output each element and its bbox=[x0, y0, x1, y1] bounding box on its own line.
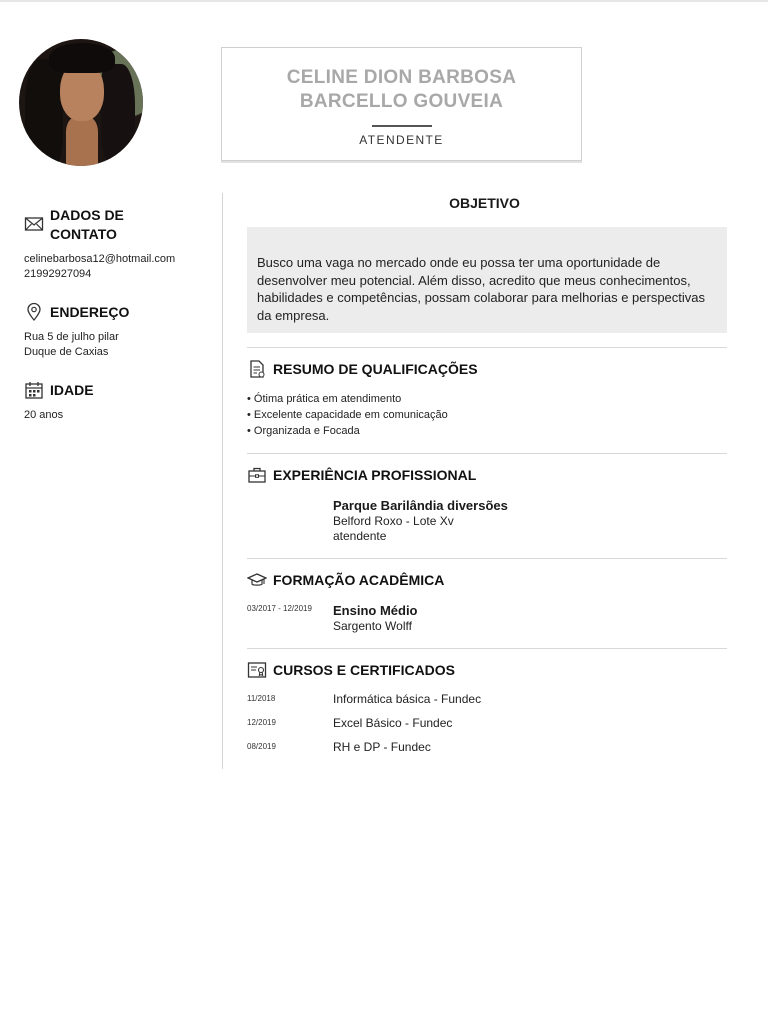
sidebar bbox=[24, 206, 214, 423]
job-role: ATENDENTE bbox=[359, 133, 444, 147]
courses-list bbox=[247, 692, 727, 754]
envelope-icon bbox=[24, 214, 44, 234]
name-divider bbox=[372, 125, 432, 127]
list-item: • Organizada e Focada bbox=[247, 423, 727, 439]
graduation-cap-icon bbox=[247, 570, 267, 590]
list-item: 08/2019 RH e DP - Fundec bbox=[247, 740, 431, 754]
email: celinebarbosa12@hotmail.com bbox=[24, 253, 176, 265]
section-divider bbox=[247, 558, 727, 559]
education-level: Ensino Médio bbox=[333, 603, 418, 618]
age-section bbox=[24, 380, 214, 423]
certificate-icon bbox=[247, 660, 267, 680]
experience-section bbox=[247, 465, 727, 544]
experience-title: EXPERIÊNCIA PROFISSIONAL bbox=[273, 467, 477, 483]
list-item: • Ótima prática em atendimento bbox=[247, 391, 727, 407]
qualifications-list bbox=[247, 391, 727, 439]
age-title: IDADE bbox=[50, 381, 94, 398]
age-value: 20 anos bbox=[24, 409, 64, 421]
briefcase-icon bbox=[247, 465, 267, 485]
location-pin-icon bbox=[24, 302, 44, 322]
school-name: Sargento Wolff bbox=[333, 619, 412, 633]
address-title: ENDEREÇO bbox=[50, 303, 130, 320]
calendar-icon bbox=[24, 380, 44, 400]
top-border bbox=[0, 0, 768, 2]
company-location: Belford Roxo - Lote Xv bbox=[333, 514, 454, 528]
education-title: FORMAÇÃO ACADÊMICA bbox=[273, 572, 445, 588]
objective-text: Busco uma vaga no mercado onde eu possa ter uma oportunidade de desenvolver meu potencial. Além disso, acredito que meus conhecimentos, habilidades e competências, possam colaborar para melhorias e perspectivas da empresa. bbox=[247, 227, 727, 333]
contact-title: DADOS DE CONTATO bbox=[50, 207, 124, 242]
list-item: • Excelente capacidade em comunicação bbox=[247, 407, 727, 423]
contact-section bbox=[24, 206, 214, 282]
list-item: 11/2018 Informática básica - Fundec bbox=[247, 692, 482, 706]
address-section bbox=[24, 302, 214, 360]
document-icon bbox=[247, 359, 267, 379]
address-line-2: Duque de Caxias bbox=[24, 346, 109, 358]
section-divider bbox=[247, 453, 727, 454]
profile-photo bbox=[19, 39, 143, 166]
objective-title: OBJETIVO bbox=[449, 195, 520, 211]
name-line-1: CELINE DION BARBOSA bbox=[286, 67, 517, 88]
name-header bbox=[221, 47, 582, 161]
company-name: Parque Barilândia diversões bbox=[333, 498, 508, 513]
full-name bbox=[222, 66, 581, 114]
main-content bbox=[247, 195, 727, 764]
column-divider bbox=[222, 193, 223, 769]
name-line-2: BARCELLO GOUVEIA bbox=[299, 91, 504, 112]
section-divider bbox=[247, 648, 727, 649]
list-item: 12/2019 Excel Básico - Fundec bbox=[247, 716, 453, 730]
section-divider bbox=[247, 347, 727, 348]
courses-section bbox=[247, 660, 727, 754]
qualifications-section bbox=[247, 359, 727, 439]
courses-title: CURSOS E CERTIFICADOS bbox=[273, 662, 456, 678]
phone: 21992927094 bbox=[24, 268, 92, 280]
address-line-1: Rua 5 de julho pilar bbox=[24, 331, 119, 343]
education-section bbox=[247, 570, 727, 634]
education-date: 03/2017 - 12/2019 bbox=[247, 604, 312, 613]
qualifications-title: RESUMO DE QUALIFICAÇÕES bbox=[273, 361, 478, 377]
job-position: atendente bbox=[333, 529, 387, 543]
